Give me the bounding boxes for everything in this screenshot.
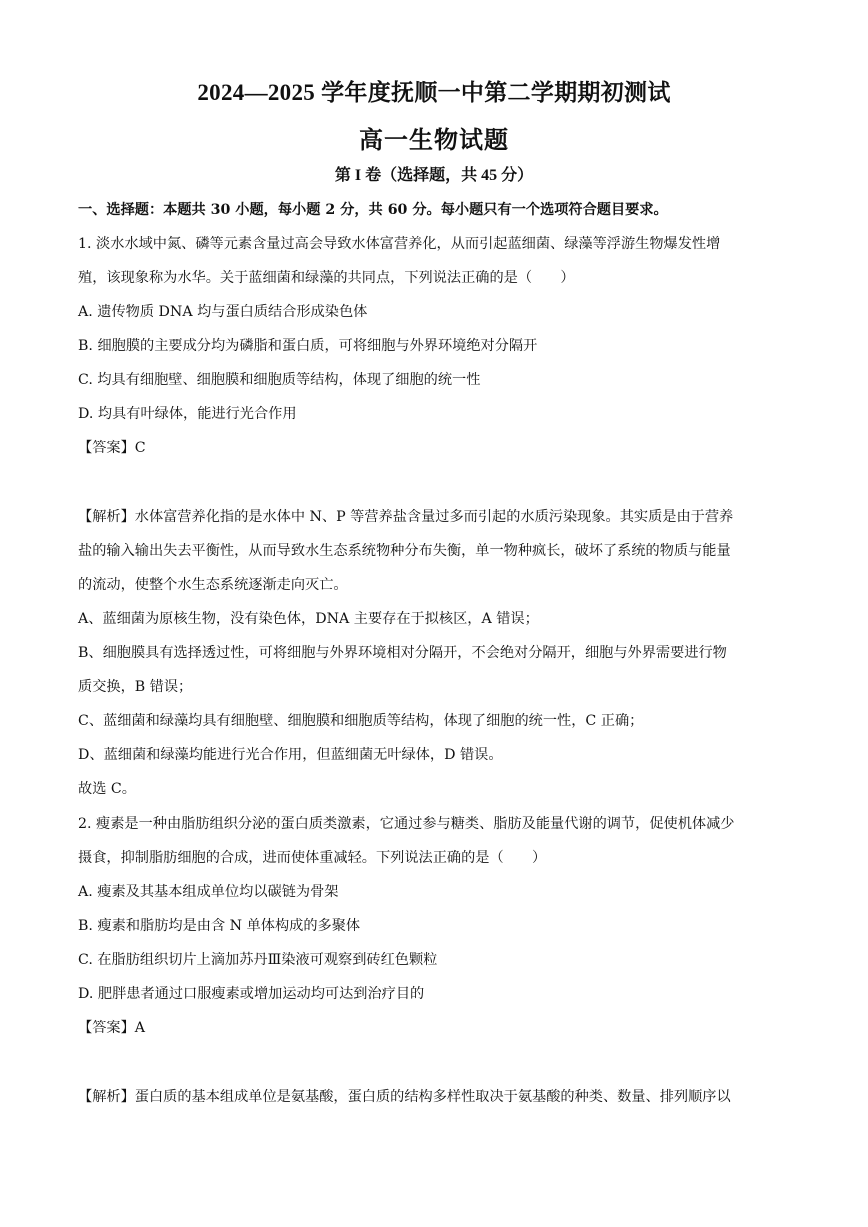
q1-option-b: B. 细胞膜的主要成分均为磷脂和蛋白质，可将细胞与外界环境绝对分隔开 bbox=[78, 338, 538, 354]
volume-heading: 第 I 卷（选择题，共 45 分） bbox=[334, 167, 534, 184]
q2-option-c: C. 在脂肪组织切片上滴加苏丹Ⅲ染液可观察到砖红色颗粒 bbox=[78, 952, 438, 968]
q2-option-a: A. 瘦素及其基本组成单位均以碳链为骨架 bbox=[78, 884, 339, 900]
q1-analysis-line: 【解析】水体富营养化指的是水体中 N、P 等营养盐含量过多而引起的水质污染现象。其实质是由于营养 bbox=[78, 509, 734, 525]
q2-option-d: D. 肥胖患者通过口服瘦素或增加运动均可达到治疗目的 bbox=[78, 986, 425, 1002]
q1-analysis-line: 故选 C。 bbox=[78, 781, 136, 797]
q2-answer: 【答案】A bbox=[78, 1020, 145, 1036]
q1-analysis-line: C、蓝细菌和绿藻均具有细胞壁、细胞膜和细胞质等结构，体现了细胞的统一性，C 正确； bbox=[78, 713, 644, 729]
q1-stem-line: 1. 淡水水域中氮、磷等元素含量过高会导致水体富营养化，从而引起蓝细菌、绿藻等浮游生物爆发性增 bbox=[78, 236, 721, 252]
section-heading: 一、选择题：本题共 30 小题，每小题 2 分，共 60 分。每小题只有一个选项符合题目要求。 bbox=[78, 202, 668, 218]
q1-analysis-line: D、蓝细菌和绿藻均能进行光合作用，但蓝细菌无叶绿体，D 错误。 bbox=[78, 747, 503, 763]
q2-option-b: B. 瘦素和脂肪均是由含 N 单体构成的多聚体 bbox=[78, 918, 361, 934]
q1-option-a: A. 遗传物质 DNA 均与蛋白质结合形成染色体 bbox=[78, 304, 368, 320]
q1-stem-line: 殖，该现象称为水华。关于蓝细菌和绿藻的共同点，下列说法正确的是（ ） bbox=[78, 270, 575, 286]
q2-analysis-line: 【解析】蛋白质的基本组成单位是氨基酸，蛋白质的结构多样性取决于氨基酸的种类、数量、排列顺序以 bbox=[78, 1089, 731, 1105]
q2-stem-line: 2. 瘦素是一种由脂肪组织分泌的蛋白质类激素，它通过参与糖类、脂肪及能量代谢的调节，促使机体减少 bbox=[78, 816, 735, 832]
exam-title: 2024—2025 学年度抚顺一中第二学期期初测试 bbox=[197, 80, 671, 105]
q1-analysis-line: A、蓝细菌为原核生物，没有染色体，DNA 主要存在于拟核区，A 错误； bbox=[78, 611, 539, 627]
q1-analysis-line: 的流动，使整个水生态系统逐渐走向灭亡。 bbox=[78, 577, 348, 593]
q1-analysis-line: 盐的输入输出失去平衡性，从而导致水生态系统物种分布失衡，单一物种疯长，破坏了系统的物质与能量 bbox=[78, 543, 731, 559]
q1-answer: 【答案】C bbox=[78, 440, 146, 456]
exam-subject: 高一生物试题 bbox=[359, 128, 509, 154]
q1-analysis-line: 质交换，B 错误； bbox=[78, 679, 193, 695]
q1-option-c: C. 均具有细胞壁、细胞膜和细胞质等结构，体现了细胞的统一性 bbox=[78, 372, 481, 388]
q1-option-d: D. 均具有叶绿体，能进行光合作用 bbox=[78, 406, 297, 422]
q1-analysis-line: B、细胞膜具有选择透过性，可将细胞与外界环境相对分隔开，不会绝对分隔开，细胞与外界需要进行物 bbox=[78, 645, 727, 661]
q2-stem-line: 摄食，抑制脂肪细胞的合成，进而使体重减轻。下列说法正确的是（ ） bbox=[78, 850, 547, 866]
